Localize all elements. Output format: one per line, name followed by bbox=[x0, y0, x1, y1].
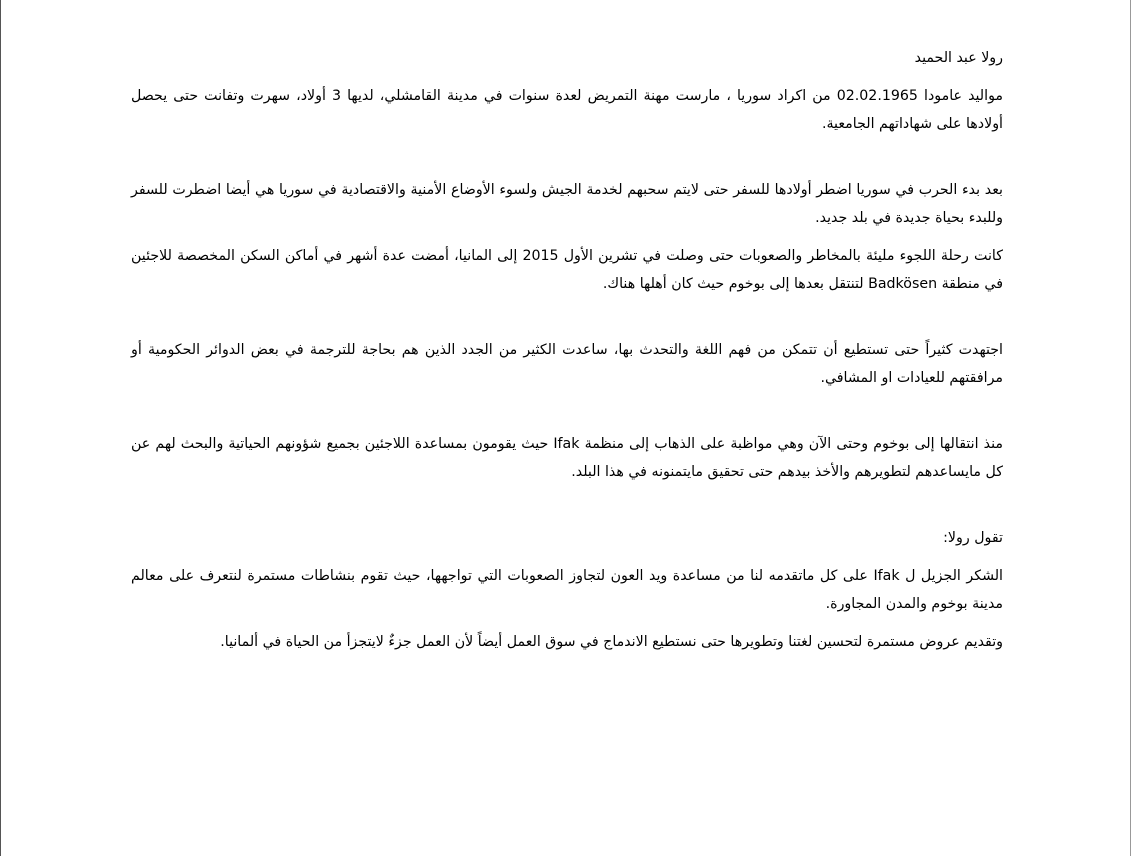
document-body bbox=[131, 44, 1003, 656]
paragraph-war: بعد بدء الحرب في سوريا اضطر أولادها للسفر حتى لايتم سحبهم لخدمة الجيش ولسوء الأوضاع الأمنية والاقتصادية في سوريا هي أيضا اضطرت للسفر وللبدء بحياة جديدة في بلد جديد. bbox=[131, 182, 1003, 226]
spacer bbox=[131, 138, 1003, 176]
spacer bbox=[131, 486, 1003, 524]
paragraph-language: اجتهدت كثيراً حتى تستطيع أن تتمكن من فهم اللغة والتحدث بها، ساعدت الكثير من الجدد الذين هم بحاجة للترجمة في بعض الدوائر الحكومية أو مرافقتهم للعيادات او المشافي. bbox=[131, 342, 1003, 386]
paragraph-journey: كانت رحلة اللجوء مليئة بالمخاطر والصعوبات حتى وصلت في تشرين الأول 2015 إلى المانيا، أمضت عدة أشهر في أماكن السكن المخصصة للاجئين في منطقة Badkösen لتنتقل بعدها إلى بوخوم حيث كان أهلها هناك. bbox=[131, 248, 1003, 292]
quote-intro: تقول رولا: bbox=[943, 530, 1003, 546]
spacer bbox=[131, 232, 1003, 242]
author-name: رولا عبد الحميد bbox=[914, 50, 1003, 66]
paragraph-ifak: منذ انتقالها إلى بوخوم وحتى الآن وهي مواظبة على الذهاب إلى منظمة Ifak حيث يقومون بمساعدة اللاجئين بجميع شؤونهم الحياتية والبحث لهم عن كل مايساعدهم لتطويرهم والأخذ بيدهم حتى تحقيق مايتمنونه في هذا البلد. bbox=[131, 436, 1003, 480]
spacer bbox=[131, 552, 1003, 562]
spacer bbox=[131, 72, 1003, 82]
spacer bbox=[131, 298, 1003, 336]
paragraph-birth: مواليد عامودا 02.02.1965 من اكراد سوريا ، مارست مهنة التمريض لعدة سنوات في مدينة القامشلي، لديها 3 أولاد، سهرت وتفانت حتى يحصل أولادها على شهاداتهم الجامعية. bbox=[131, 88, 1003, 132]
spacer bbox=[131, 618, 1003, 628]
paragraph-thanks: الشكر الجزيل ل Ifak على كل ماتقدمه لنا من مساعدة ويد العون لتجاوز الصعوبات التي تواجهها، حيث تقوم بنشاطات مستمرة لنتعرف على معالم مدينة بوخوم والمدن المجاورة. bbox=[131, 568, 1003, 612]
paragraph-offers: وتقديم عروض مستمرة لتحسين لغتنا وتطويرها حتى نستطيع الاندماج في سوق العمل أيضاً لأن العمل جزءٌ لايتجزأ من الحياة في ألمانيا. bbox=[220, 634, 1003, 650]
spacer bbox=[131, 392, 1003, 430]
